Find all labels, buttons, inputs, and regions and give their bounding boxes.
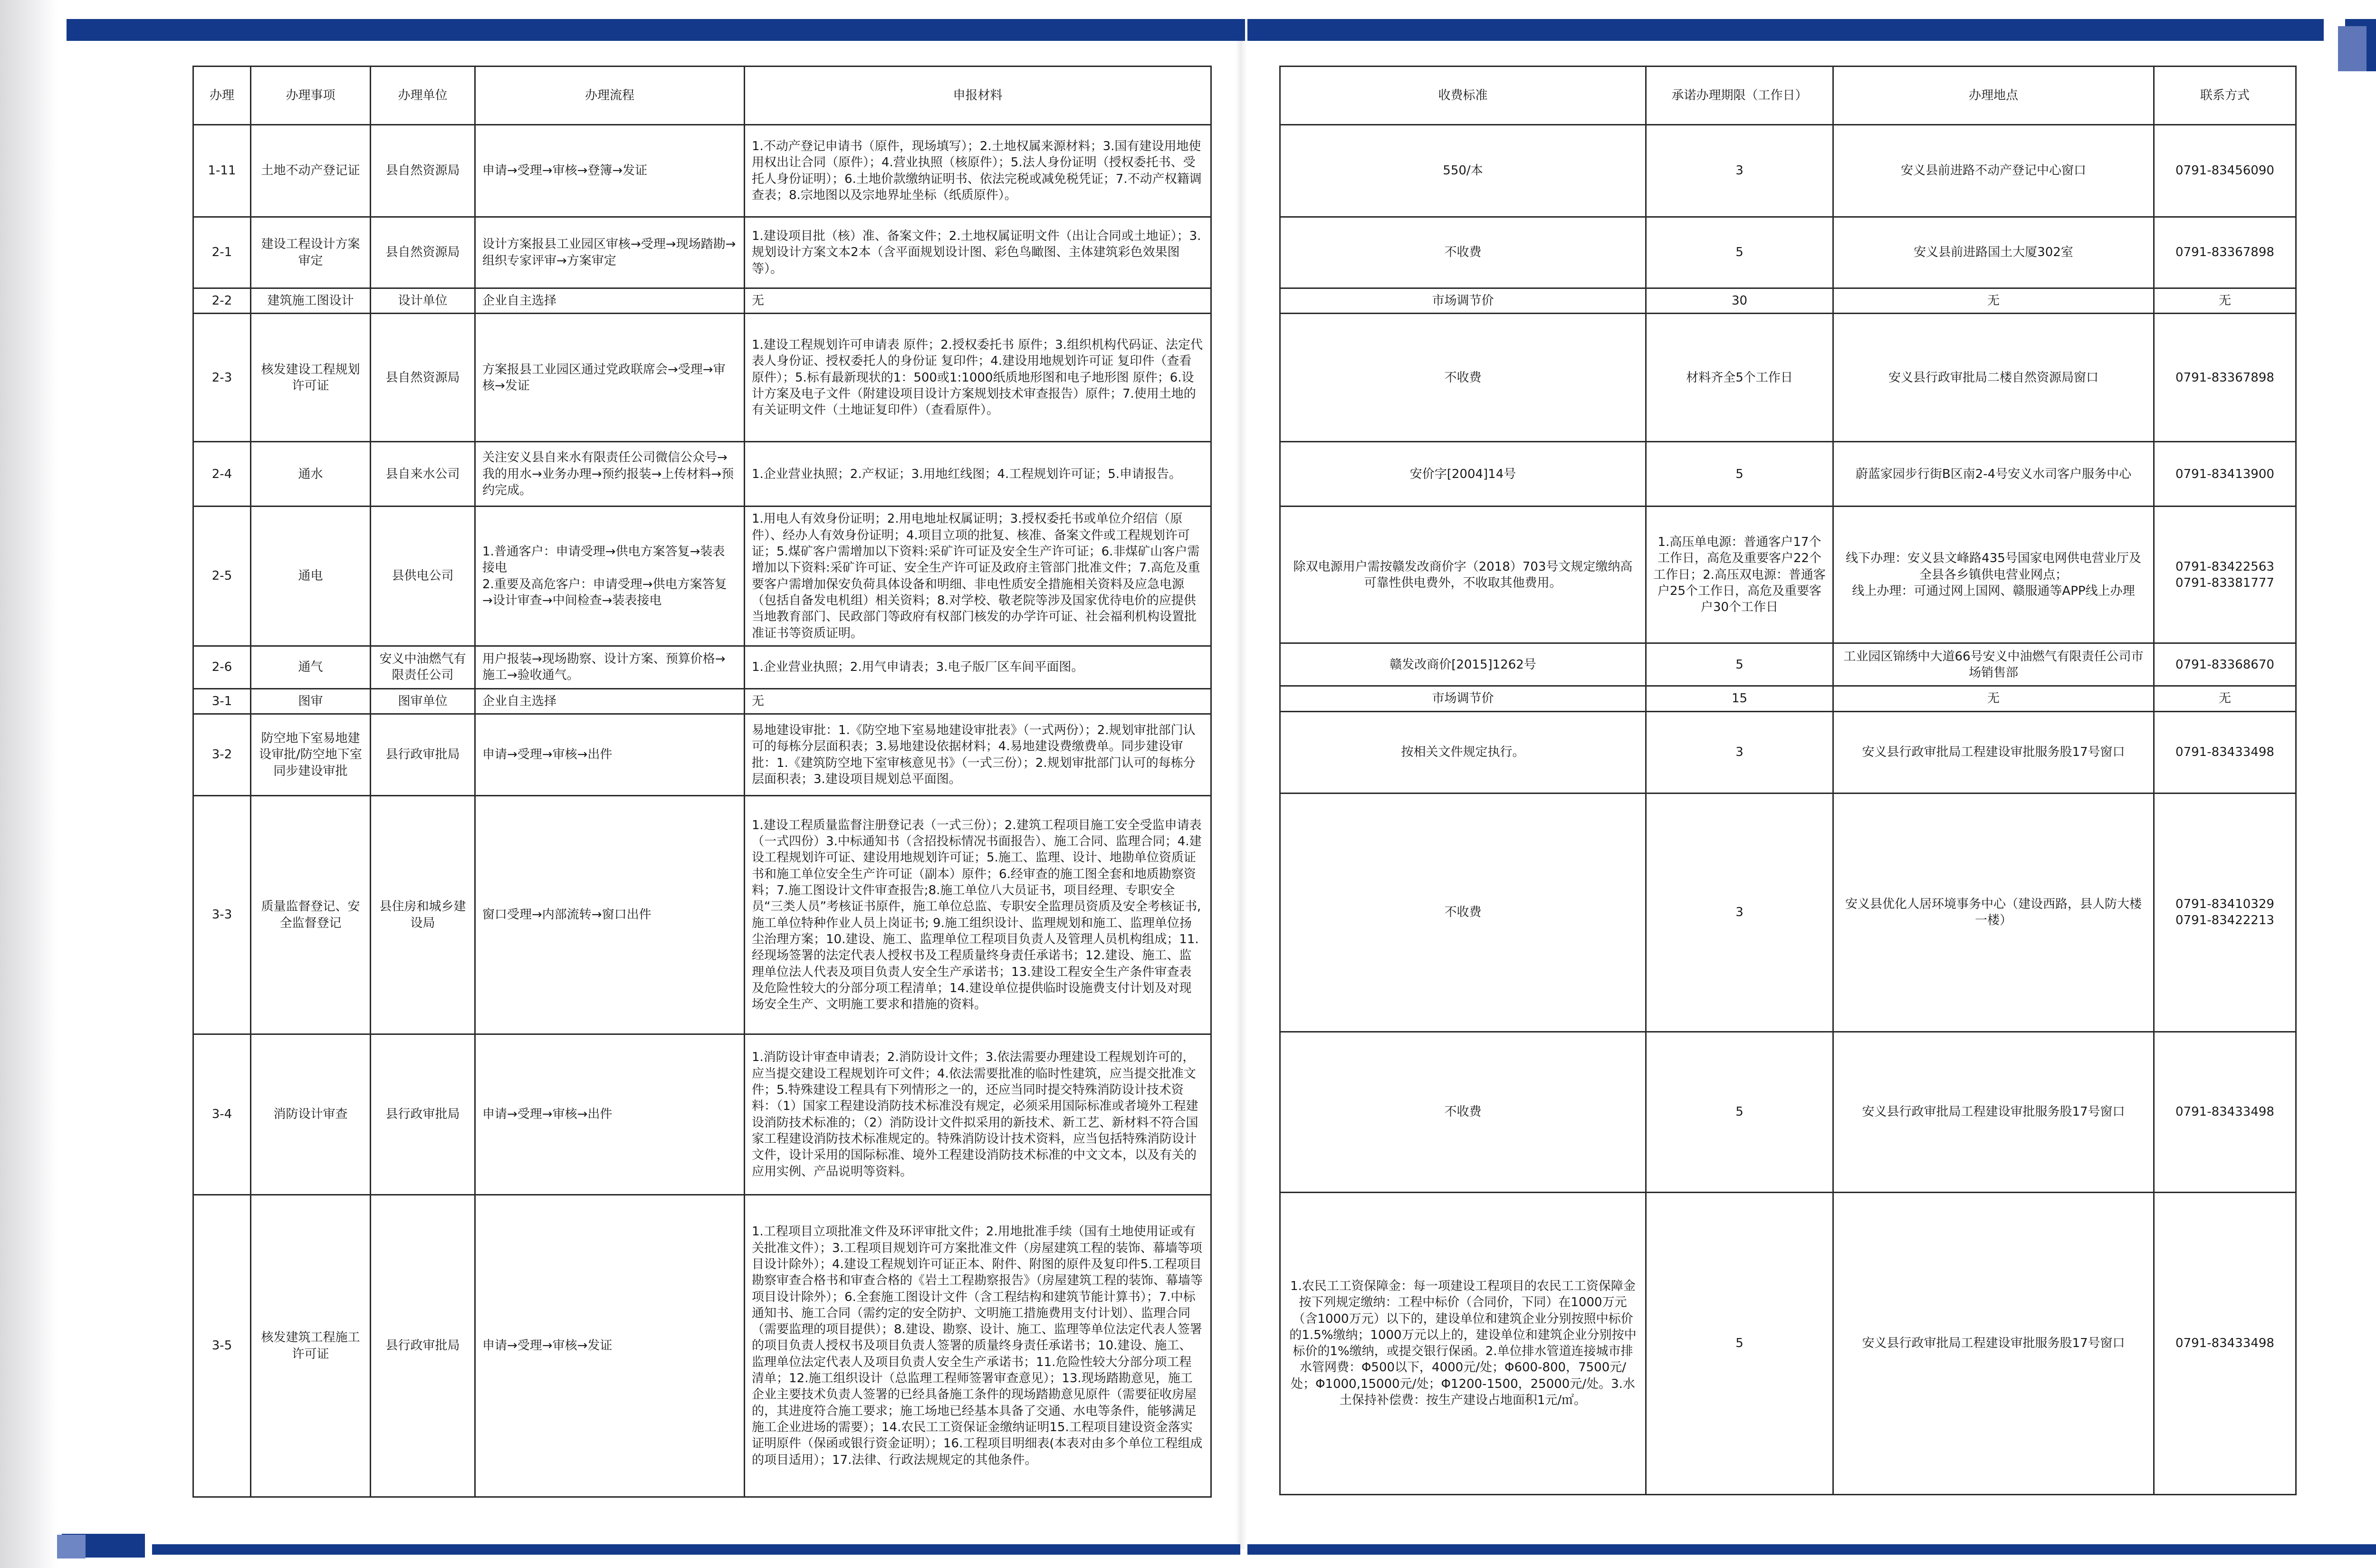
row-unit: 县自来水公司 xyxy=(371,442,475,507)
row-process: 1.普通客户：申请受理→供电方案答复→装表接电 2.重要及高危客户：申请受理→供电方案答复→设计审查→中间检查→装表接电 xyxy=(475,507,745,646)
row-fee: 1.农民工工资保障金：每一项建设工程项目的农民工工资保障金按下列规定缴纳：工程中标价（合同价，下同）在1000万元（含1000万元）以下的，建设单位和建筑企业分别按照中标价的1.5%缴纳；1000万元以上的，建设单位和建筑企业分别按中标价的1%缴纳，或提交银行保函。2.单位排水管道连接城市排水管网费：Φ500以下，4000元/处；Φ600-800，7500元/处；Φ1000,15000元/处；Φ1200-1500，25000元/处。3.水土保持补偿费：按生产建设占地面积1元/㎡。 xyxy=(1280,1192,1646,1494)
row-no: 2-6 xyxy=(193,646,251,688)
right-table-row xyxy=(1280,643,2296,686)
left-table-row xyxy=(193,646,1211,688)
header-process: 办理流程 xyxy=(475,67,745,125)
row-process: 设计方案报县工业园区审核→受理→现场踏勘→组织专家评审→方案审定 xyxy=(475,217,745,288)
row-no: 3-3 xyxy=(193,796,251,1034)
row-materials: 1.消防设计审查申请表；2.消防设计文件；3.依法需要办理建设工程规划许可的，应当提交建设工程规划许可文件；4.依法需要批准的临时性建筑，应当提交批准文件；5.特殊建设工程具有下列情形之一的，还应当同时提交特殊消防设计技术资料：（1）国家工程建设消防技术标准没有规定，必须采用国际标准或者境外工程建设消防技术标准的；（2）消防设计文件拟采用的新技术、新工艺、新材料不符合国家工程建设消防技术标准规定的。特殊消防设计技术资料，应当包括特殊消防设计文件，设计采用的国际标准、境外工程建设消防技术标准的中文文本，以及有关的应用实例、产品说明等资料。 xyxy=(745,1034,1211,1195)
row-no: 1-11 xyxy=(193,125,251,217)
row-contact: 0791-83433498 xyxy=(2154,1032,2296,1192)
row-item: 质量监督登记、安全监督登记 xyxy=(251,796,371,1034)
row-contact: 0791-83413900 xyxy=(2154,442,2296,507)
row-days: 5 xyxy=(1646,1192,1833,1494)
row-days: 5 xyxy=(1646,643,1833,686)
header-materials: 申报材料 xyxy=(745,67,1211,125)
row-materials: 1.建设工程质量监督注册登记表（一式三份）；2.建筑工程项目施工安全受监申请表（一式四份）3.中标通知书（含招投标情况书面报告）、施工合同、监理合同；4.建设工程规划许可证、建设用地规划许可证；5.施工、监理、设计、地勘单位资质证书和施工单位安全生产许可证（副本）原件；6.经审查的施工图全套和地质勘察资料；7.施工图设计文件审查报告;8.施工单位八大员证书，项目经理、专职安全员“三类人员”考核证书原件，施工单位总监、专职安全监理员资质及安全考核证书,施工单位特种作业人员上岗证书; 9.施工组织设计、监理规划和施工、监理单位扬尘治理方案；10.建设、施工、监理单位工程项目负责人及管理人员机构组成；11.经现场签署的法定代表人授权书及工程质量终身责任承诺书；12.建设、施工、监理单位法人代表及项目负责人安全生产承诺书；13.建设工程安全生产条件审查表及危险性较大的分部分项工程清单；14.建设单位提供临时设施费支付计划及对现场安全生产、文明施工要求和措施的资料。 xyxy=(745,796,1211,1034)
row-materials: 无 xyxy=(745,688,1211,714)
right-table-row xyxy=(1280,711,2296,793)
row-unit: 县自然资源局 xyxy=(371,314,475,442)
row-days: 材料齐全5个工作日 xyxy=(1646,314,1833,442)
row-days: 3 xyxy=(1646,711,1833,793)
row-unit: 县住房和城乡建设局 xyxy=(371,796,475,1034)
row-no: 3-5 xyxy=(193,1195,251,1497)
row-contact: 0791-83368670 xyxy=(2154,643,2296,686)
row-item: 防空地下室易地建设审批/防空地下室同步建设审批 xyxy=(251,714,371,796)
left-table-row xyxy=(193,507,1211,646)
row-place: 工业园区锦绣中大道66号安义中油燃气有限责任公司市场销售部 xyxy=(1833,643,2154,686)
row-place: 安义县前进路不动产登记中心窗口 xyxy=(1833,125,2154,217)
left-table-row xyxy=(193,314,1211,442)
row-item: 消防设计审查 xyxy=(251,1034,371,1195)
header-no: 办理 xyxy=(193,67,251,125)
row-place: 无 xyxy=(1833,288,2154,314)
row-unit: 安义中油燃气有限责任公司 xyxy=(371,646,475,688)
row-place: 安义县前进路国土大厦302室 xyxy=(1833,217,2154,288)
row-process: 申请→受理→审核→出件 xyxy=(475,1034,745,1195)
row-days: 15 xyxy=(1646,686,1833,711)
row-unit: 县行政审批局 xyxy=(371,1195,475,1497)
row-fee: 不收费 xyxy=(1280,314,1646,442)
left-table-row xyxy=(193,796,1211,1034)
row-place: 安义县行政审批局工程建设审批服务股17号窗口 xyxy=(1833,711,2154,793)
header-fee: 收费标准 xyxy=(1280,67,1646,125)
row-process: 企业自主选择 xyxy=(475,688,745,714)
top-band-right xyxy=(1247,19,2324,41)
row-contact: 0791-83433498 xyxy=(2154,711,2296,793)
row-unit: 县行政审批局 xyxy=(371,714,475,796)
row-contact: 无 xyxy=(2154,288,2296,314)
right-table-row xyxy=(1280,217,2296,288)
row-contact: 0791-83367898 xyxy=(2154,217,2296,288)
row-days: 30 xyxy=(1646,288,1833,314)
center-fold xyxy=(1236,29,1247,1549)
right-table-row xyxy=(1280,686,2296,711)
right-table-row xyxy=(1280,314,2296,442)
row-place: 安义县优化人居环境事务中心（建设西路，县人防大楼一楼） xyxy=(1833,793,2154,1032)
row-unit: 县供电公司 xyxy=(371,507,475,646)
row-days: 3 xyxy=(1646,793,1833,1032)
row-contact: 0791-83422563 0791-83381777 xyxy=(2154,507,2296,643)
row-contact: 0791-83367898 xyxy=(2154,314,2296,442)
row-item: 建设工程设计方案审定 xyxy=(251,217,371,288)
corner-accent-top-right xyxy=(2338,26,2366,71)
left-table-row xyxy=(193,217,1211,288)
row-item: 通气 xyxy=(251,646,371,688)
row-unit: 县行政审批局 xyxy=(371,1034,475,1195)
row-item: 建筑施工图设计 xyxy=(251,288,371,314)
left-table-row xyxy=(193,1034,1211,1195)
bottom-band-left xyxy=(152,1544,1240,1555)
row-days: 3 xyxy=(1646,125,1833,217)
row-process: 方案报县工业园区通过党政联席会→受理→审核→发证 xyxy=(475,314,745,442)
row-materials: 易地建设审批：1.《防空地下室易地建设审批表》（一式两份）；2.规划审批部门认可的每栋分层面积表；3.易地建设依据材料；4.易地建设费缴费单。同步建设审批：1.《建筑防空地下室审核意见书》（一式三份）；2.规划审批部门认可的每栋分层面积表；3.建设项目规划总平面图。 xyxy=(745,714,1211,796)
row-materials: 1.建设项目批（核）准、备案文件；2.土地权属证明文件（出让合同或土地证）；3.规划设计方案文本2本（含平面规划设计图、彩色鸟瞰图、主体建筑彩色效果图等）。 xyxy=(745,217,1211,288)
row-fee: 市场调节价 xyxy=(1280,686,1646,711)
row-unit: 设计单位 xyxy=(371,288,475,314)
row-item: 核发建设工程规划许可证 xyxy=(251,314,371,442)
left-procedure-table xyxy=(192,66,1212,1498)
row-place: 无 xyxy=(1833,686,2154,711)
row-no: 3-4 xyxy=(193,1034,251,1195)
header-item: 办理事项 xyxy=(251,67,371,125)
row-unit: 县自然资源局 xyxy=(371,217,475,288)
row-place: 蔚蓝家园步行街B区南2-4号安义水司客户服务中心 xyxy=(1833,442,2154,507)
left-table-row xyxy=(193,714,1211,796)
top-band-left xyxy=(67,19,1245,41)
row-no: 2-4 xyxy=(193,442,251,507)
left-table-row xyxy=(193,688,1211,714)
row-process: 申请→受理→审核→发证 xyxy=(475,1195,745,1497)
header-days: 承诺办理期限（工作日） xyxy=(1646,67,1833,125)
right-service-table xyxy=(1279,66,2297,1495)
page-shadow xyxy=(0,0,57,1568)
right-header-row xyxy=(1280,67,2296,125)
row-unit: 图审单位 xyxy=(371,688,475,714)
right-table-row xyxy=(1280,288,2296,314)
row-place: 安义县行政审批局二楼自然资源局窗口 xyxy=(1833,314,2154,442)
row-process: 关注安义县自来水有限责任公司微信公众号→我的用水→业务办理→预约报装→上传材料→预约完成。 xyxy=(475,442,745,507)
left-table-row xyxy=(193,442,1211,507)
right-table-row xyxy=(1280,507,2296,643)
row-no: 3-1 xyxy=(193,688,251,714)
right-table-row xyxy=(1280,125,2296,217)
row-materials: 1.用电人有效身份证明；2.用电地址权属证明；3.授权委托书或单位介绍信（原件）、经办人有效身份证明；4.项目立项的批复、核准、备案文件或工程规划许可证；5.煤矿客户需增加以下资料:采矿许可证及安全生产许可证；6.非煤矿山客户需增加以下资料:采矿许可证、安全生产许可证及政府主管部门批准文件；7.高危及重要客户需增加保安负荷具体设备和明细、非电性质安全措施相关资料及应急电源（包括自备发电机组）相关资料；8.对学校、敬老院等涉及国家优待电价的应提供当地教育部门、民政部门等政府有权部门核发的办学许可证、社会福利机构设置批准证书等资质证明。 xyxy=(745,507,1211,646)
row-materials: 1.不动产登记申请书（原件，现场填写）；2.土地权属来源材料；3.国有建设用地使用权出让合同（原件）；4.营业执照（核原件）；5.法人身份证明（授权委托书、受托人身份证明）；6.土地价款缴纳证明书、依法完税或减免税凭证；7.不动产权籍调查表；8.宗地图以及宗地界址坐标（纸质原件）。 xyxy=(745,125,1211,217)
row-item: 核发建筑工程施工许可证 xyxy=(251,1195,371,1497)
left-table-row xyxy=(193,125,1211,217)
row-process: 申请→受理→审核→出件 xyxy=(475,714,745,796)
row-no: 3-2 xyxy=(193,714,251,796)
right-table-row xyxy=(1280,793,2296,1032)
row-materials: 1.建设工程规划许可申请表 原件；2.授权委托书 原件；3.组织机构代码证、法定代表人身份证、授权委托人的身份证 复印件；4.建设用地规划许可证 复印件（查看原件）；5.标有最新现状的1：500或1:1000纸质地形图和电子地形图 原件；6.设计方案及电子文件（附建设项目设计方案规划技术审查报告）原件；7.使用土地的有关证明文件（土地证复印件）（查看原件）。 xyxy=(745,314,1211,442)
right-table-row xyxy=(1280,442,2296,507)
row-no: 2-3 xyxy=(193,314,251,442)
row-item: 通电 xyxy=(251,507,371,646)
row-fee: 不收费 xyxy=(1280,217,1646,288)
corner-accent-bottom-left xyxy=(57,1535,86,1558)
row-materials: 1.企业营业执照；2.产权证；3.用地红线图；4.工程规划许可证；5.申请报告。 xyxy=(745,442,1211,507)
row-contact: 0791-83410329 0791-83422213 xyxy=(2154,793,2296,1032)
row-item: 图审 xyxy=(251,688,371,714)
row-process: 申请→受理→审核→登簿→发证 xyxy=(475,125,745,217)
row-no: 2-5 xyxy=(193,507,251,646)
row-fee: 不收费 xyxy=(1280,793,1646,1032)
row-fee: 市场调节价 xyxy=(1280,288,1646,314)
right-table-row xyxy=(1280,1192,2296,1494)
header-unit: 办理单位 xyxy=(371,67,475,125)
row-no: 2-2 xyxy=(193,288,251,314)
row-contact: 无 xyxy=(2154,686,2296,711)
row-fee: 安价字[2004]14号 xyxy=(1280,442,1646,507)
row-contact: 0791-83456090 xyxy=(2154,125,2296,217)
row-fee: 不收费 xyxy=(1280,1032,1646,1192)
row-no: 2-1 xyxy=(193,217,251,288)
row-process: 窗口受理→内部流转→窗口出件 xyxy=(475,796,745,1034)
row-item: 土地不动产登记证 xyxy=(251,125,371,217)
right-table-row xyxy=(1280,1032,2296,1192)
row-unit: 县自然资源局 xyxy=(371,125,475,217)
row-place: 安义县行政审批局工程建设审批服务股17号窗口 xyxy=(1833,1032,2154,1192)
row-fee: 按相关文件规定执行。 xyxy=(1280,711,1646,793)
row-materials: 1.企业营业执照；2.用气申请表；3.电子版厂区车间平面图。 xyxy=(745,646,1211,688)
left-header-row xyxy=(193,67,1211,125)
row-process: 用户报装→现场勘察、设计方案、预算价格→施工→验收通气。 xyxy=(475,646,745,688)
bottom-band-right xyxy=(1247,1544,2376,1555)
row-fee: 赣发改商价[2015]1262号 xyxy=(1280,643,1646,686)
row-item: 通水 xyxy=(251,442,371,507)
row-process: 企业自主选择 xyxy=(475,288,745,314)
header-contact: 联系方式 xyxy=(2154,67,2296,125)
row-materials: 无 xyxy=(745,288,1211,314)
row-place: 线下办理：安义县文峰路435号国家电网供电营业厅及全县各乡镇供电营业网点； 线上办理：可通过网上国网、赣服通等APP线上办理 xyxy=(1833,507,2154,643)
row-contact: 0791-83433498 xyxy=(2154,1192,2296,1494)
row-materials: 1.工程项目立项批准文件及环评审批文件；2.用地批准手续（国有土地使用证或有关批准文件）；3.工程项目规划许可方案批准文件（房屋建筑工程的装饰、幕墙等项目设计除外）；4.建设工程规划许可证正本、附件、附图的原件及复印件5.工程项目勘察审查合格书和审查合格的《岩土工程勘察报告》（房屋建筑工程的装饰、幕墙等项目设计除外）；6.全套施工图设计文件（含工程结构和建筑节能计算书）；7.中标通知书、施工合同（需约定的安全防护、文明施工措施费用支付计划）、监理合同（需要监理的项目提供）；8.建设、勘察、设计、施工、监理等单位法定代表人签署的项目负责人授权书及项目负责人签署的质量终身责任承诺书；10.建设、施工、监理单位法定代表人及项目负责人安全生产承诺书；11.危险性较大分部分项工程清单；12.施工组织设计（总监理工程师签署审查意见）；13.现场踏勘意见，施工企业主要技术负责人签署的已经具备施工条件的现场踏勘意见原件（需要征收房屋的，其进度符合施工要求；施工场地已经基本具备了交通、水电等条件，能够满足施工企业进场的需要）；14.农民工工资保证金缴纳证明15.工程项目建设资金落实证明原件（保函或银行资金证明）；16.工程项目明细表(本表对由多个单位工程组成的项目适用）；17.法律、行政法规规定的其他条件。 xyxy=(745,1195,1211,1497)
left-table-row xyxy=(193,288,1211,314)
header-place: 办理地点 xyxy=(1833,67,2154,125)
row-fee: 除双电源用户需按赣发改商价字（2018）703号文规定缴纳高可靠性供电费外，不收取其他费用。 xyxy=(1280,507,1646,643)
row-days: 5 xyxy=(1646,442,1833,507)
row-fee: 550/本 xyxy=(1280,125,1646,217)
left-table-row xyxy=(193,1195,1211,1497)
row-place: 安义县行政审批局工程建设审批服务股17号窗口 xyxy=(1833,1192,2154,1494)
row-days: 5 xyxy=(1646,1032,1833,1192)
row-days: 5 xyxy=(1646,217,1833,288)
row-days: 1.高压单电源：普通客户17个工作日，高危及重要客户22个工作日；2.高压双电源：普通客户25个工作日，高危及重要客户30个工作日 xyxy=(1646,507,1833,643)
